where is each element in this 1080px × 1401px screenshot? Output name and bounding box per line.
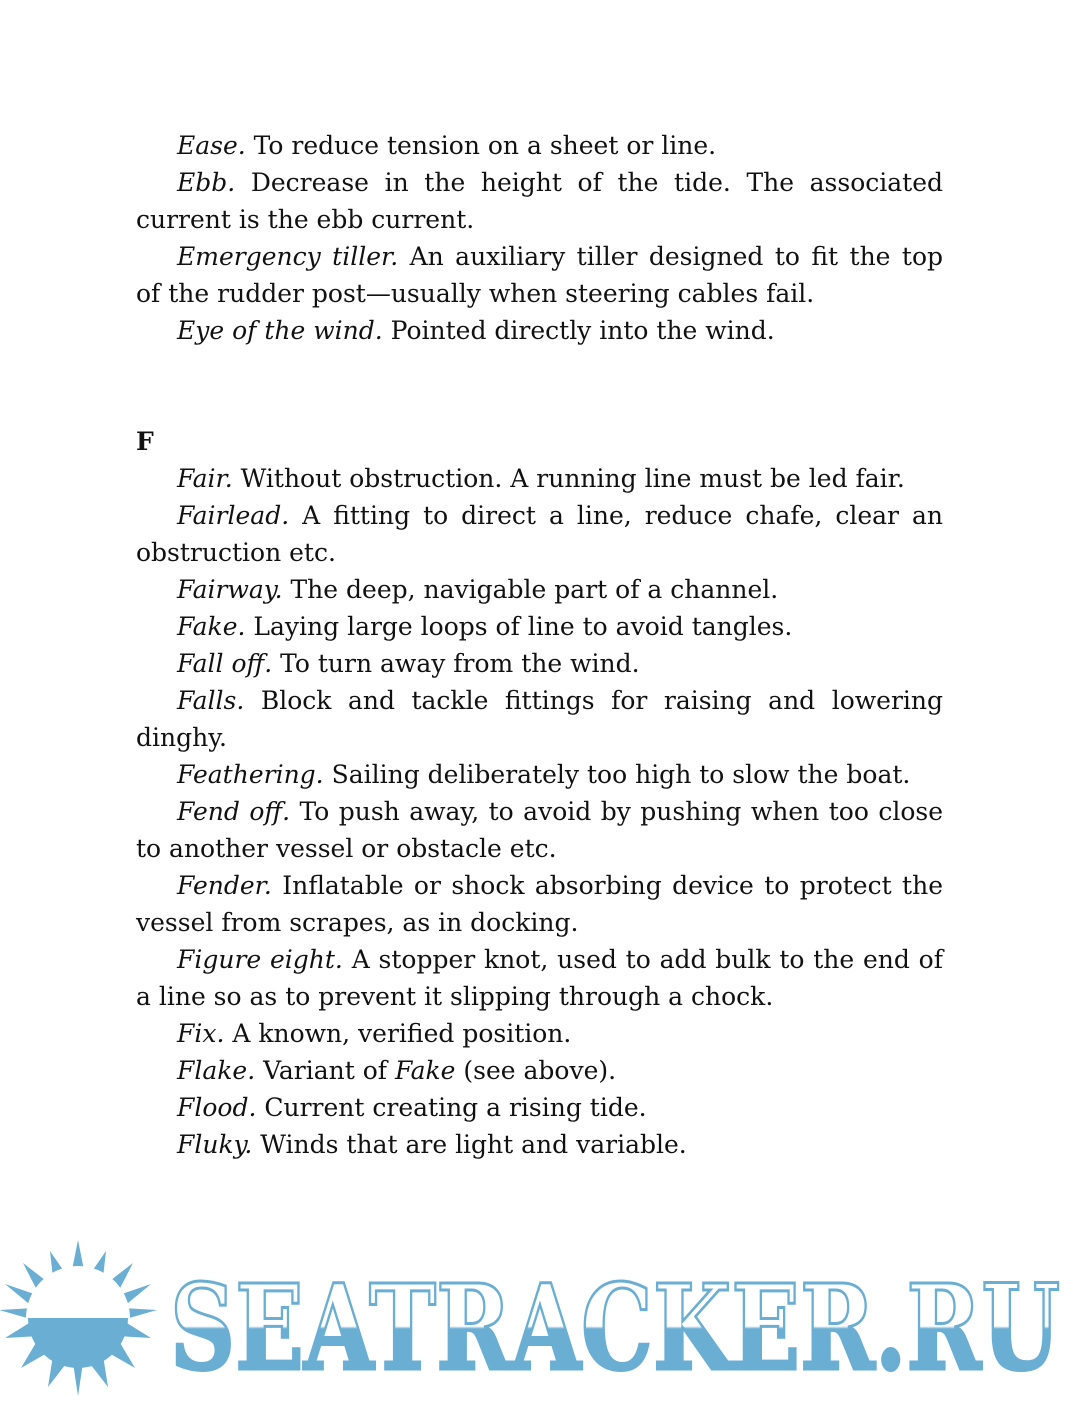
section-f: [136, 423, 943, 1163]
entry-term: Figure eight.: [177, 945, 343, 974]
glossary-entry: [136, 164, 943, 238]
entry-term: Fairlead.: [177, 501, 290, 530]
entry-definition: A known, verified position.: [224, 1019, 572, 1048]
entry-definition: Decrease in the height of the tide. The associated current is the ebb current.: [136, 168, 943, 234]
glossary-entry: [136, 941, 943, 1015]
glossary-entry: [136, 497, 943, 571]
entry-term: Eye of the wind.: [177, 316, 383, 345]
entry-definition: Current creating a rising tide.: [256, 1093, 647, 1122]
entry-definition: A fitting to direct a line, reduce chafe, clear an obstruction etc.: [136, 501, 943, 567]
glossary-entry: [136, 571, 943, 608]
entry-term: Fend off.: [177, 797, 291, 826]
glossary-entry: [136, 682, 943, 756]
entry-term: Fix.: [177, 1019, 225, 1048]
entry-term: Emergency tiller.: [177, 242, 399, 271]
glossary-entry: [136, 608, 943, 645]
entry-definition: The deep, navigable part of a channel.: [282, 575, 779, 604]
glossary-entry: [136, 1126, 943, 1163]
glossary-entry: [136, 1089, 943, 1126]
entry-term: Ebb.: [177, 168, 236, 197]
section-e: [136, 127, 943, 349]
glossary-entry: [136, 127, 943, 164]
entry-term: Fake.: [177, 612, 246, 641]
entry-definition: To reduce tension on a sheet or line.: [245, 131, 717, 160]
entry-term: Flake.: [177, 1056, 256, 1085]
watermark-graphic: [0, 1238, 1080, 1397]
entry-definition-tail: (see above).: [455, 1056, 617, 1085]
glossary-entry: [136, 460, 943, 497]
entry-term: Fluky.: [177, 1130, 253, 1159]
entry-definition: Laying large loops of line to avoid tangles.: [245, 612, 793, 641]
entry-term: Fender.: [177, 871, 272, 900]
entry-definition: Winds that are light and variable.: [252, 1130, 687, 1159]
entry-definition: To turn away from the wind.: [272, 649, 640, 678]
entry-definition: Pointed directly into the wind.: [382, 316, 775, 345]
entry-term: Fairway.: [177, 575, 283, 604]
entry-definition: Sailing deliberately too high to slow the boat.: [323, 760, 911, 789]
entry-term: Flood.: [177, 1093, 257, 1122]
entry-term: Ease.: [177, 131, 246, 160]
glossary-entry: [136, 756, 943, 793]
glossary-entry: [136, 867, 943, 941]
entry-term: Falls.: [177, 686, 245, 715]
entry-definition: Block and tackle fittings for raising and lowering dinghy.: [136, 686, 943, 752]
glossary-entry: [136, 238, 943, 312]
sun-icon: [0, 1240, 157, 1396]
entry-definition: Without obstruction. A running line must be led fair.: [232, 464, 905, 493]
entry-definition: A stopper knot, used to add bulk to the end of a line so as to prevent it slipping through a chock.: [136, 945, 943, 1011]
entry-definition: Inflatable or shock absorbing device to protect the vessel from scrapes, as in docking.: [136, 871, 943, 937]
entry-definition: Variant of: [255, 1056, 395, 1085]
entry-term: Fair.: [177, 464, 233, 493]
glossary-entry: [136, 312, 943, 349]
glossary-entry: [136, 645, 943, 682]
entry-cross-reference: Fake: [394, 1056, 456, 1085]
entry-definition: An auxiliary tiller designed to fit the top of the rudder post—usually when steering cables fail.: [136, 242, 943, 308]
glossary-entry: [136, 1052, 943, 1089]
glossary-entry: [136, 1015, 943, 1052]
watermark: [0, 1238, 1080, 1397]
entry-definition: To push away, to avoid by pushing when too close to another vessel or obstacle etc.: [136, 797, 943, 863]
watermark-text: SEATRACKER.RU: [170, 1258, 1060, 1397]
section-heading: F: [136, 427, 154, 456]
entry-term: Feathering.: [177, 760, 324, 789]
glossary-entry: [136, 793, 943, 867]
entry-term: Fall off.: [177, 649, 273, 678]
